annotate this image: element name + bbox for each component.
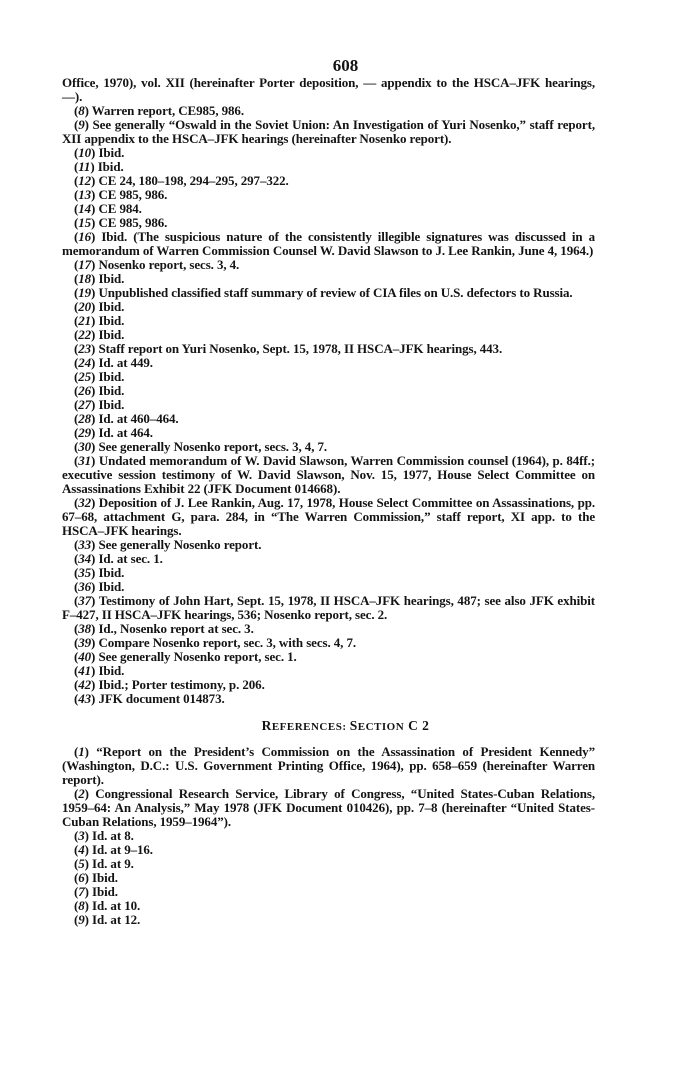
paren: (	[74, 537, 79, 552]
footnote	[62, 328, 595, 342]
page-number: 608	[332, 56, 359, 75]
paren: )	[84, 786, 96, 801]
footnote-number: 41	[78, 663, 92, 678]
footnote	[62, 678, 595, 692]
paren: )	[91, 369, 99, 384]
footnote-text: Warren report, CE985, 986.	[91, 103, 244, 118]
paren: (	[74, 912, 79, 927]
paren: )	[91, 355, 99, 370]
footnote-number: 35	[78, 565, 92, 580]
footnote-number: 36	[78, 579, 92, 594]
paren: (	[74, 828, 79, 843]
footnote	[62, 496, 595, 538]
footnote	[62, 160, 595, 174]
paren: (	[74, 341, 79, 356]
note-continuation: Office, 1970), vol. XII (hereinafter Porter deposition, — appendix to the HSCA–JFK hearings, —).	[62, 75, 595, 104]
footnote	[62, 745, 595, 787]
paren: )	[84, 103, 92, 118]
footnote	[62, 692, 595, 706]
footnote-number: 20	[78, 299, 92, 314]
footnote-number: 4	[78, 842, 85, 857]
paren: (	[74, 383, 79, 398]
footnote	[62, 664, 595, 678]
footnote-text: JFK document 014873.	[98, 691, 225, 706]
paren: (	[74, 285, 79, 300]
footnote-number: 8	[78, 898, 85, 913]
footnote-text: Undated memorandum of W. David Slawson, Warren Commission counsel (1964), p. 84ff.; executive session testimony of W. David Slawson, Nov. 15, 1977, House Select Committee on Assassinations Exhibit 22 (JFK Document 014668).	[62, 453, 595, 496]
footnote	[62, 272, 595, 286]
paren: )	[91, 173, 99, 188]
footnote	[62, 384, 595, 398]
paren: )	[91, 663, 99, 678]
footnote-number: 43	[78, 691, 92, 706]
paren: )	[91, 327, 99, 342]
footnote	[62, 230, 595, 258]
paren: (	[74, 870, 79, 885]
footnote	[62, 552, 595, 566]
paren: (	[74, 663, 79, 678]
footnote-text: Staff report on Yuri Nosenko, Sept. 15, 1978, II HSCA–JFK hearings, 443.	[98, 341, 503, 356]
paren: (	[74, 355, 79, 370]
footnote	[62, 314, 595, 328]
paren: (	[74, 411, 79, 426]
paren: )	[91, 145, 99, 160]
footnote-text: Ibid. (The suspicious nature of the consistently illegible signatures was discussed in a memorandum of Warren Commission Counsel W. David Slawson to J. Lee Rankin, June 4, 1964.)	[62, 229, 595, 258]
paren: (	[74, 229, 79, 244]
paren: )	[91, 187, 99, 202]
footnote-text: See generally Nosenko report.	[98, 537, 262, 552]
paren: )	[84, 828, 93, 843]
footnote-number: 27	[78, 397, 92, 412]
paren: (	[74, 397, 79, 412]
paren: )	[91, 677, 99, 692]
footnote-text: Deposition of J. Lee Rankin, Aug. 17, 1978, House Select Committee on Assassinations, pp. 67–68, attachment G, para. 284, in “The Warren Commission,” staff report, XI app. to the HSCA–JFK hearings.	[62, 495, 595, 538]
footnote	[62, 300, 595, 314]
footnote-number: 1	[78, 744, 85, 759]
paren: )	[84, 912, 93, 927]
footnote-text: See generally Nosenko report, sec. 1.	[98, 649, 297, 664]
footnote	[62, 426, 595, 440]
footnote-number: 25	[78, 369, 92, 384]
footnote-text: See generally Nosenko report, secs. 3, 4, 7.	[98, 439, 328, 454]
footnote-text: Ibid.	[98, 145, 125, 160]
footnote	[62, 829, 595, 843]
paren: )	[84, 842, 93, 857]
paren: (	[74, 117, 79, 132]
footnote-text: Id. at 12.	[92, 912, 141, 927]
footnote-number: 22	[78, 327, 92, 342]
footnote	[62, 566, 595, 580]
footnote-text: Ibid.	[97, 159, 124, 174]
footnote	[62, 622, 595, 636]
footnote	[62, 356, 595, 370]
footnote-text: Testimony of John Hart, Sept. 15, 1978, II HSCA–JFK hearings, 487; see also JFK exhibit F–427, II HSCA–JFK hearings, 536; Nosenko report, sec. 2.	[62, 593, 595, 622]
paren: (	[74, 856, 79, 871]
paren: )	[91, 593, 99, 608]
paren: )	[91, 411, 99, 426]
paren: )	[91, 537, 99, 552]
footnote	[62, 580, 595, 594]
footnote-number: 8	[78, 103, 85, 118]
footnote	[62, 370, 595, 384]
paren: (	[74, 271, 79, 286]
footnote-number: 28	[78, 411, 92, 426]
paren: )	[91, 299, 99, 314]
footnote-number: 19	[78, 285, 92, 300]
footnote-number: 13	[78, 187, 92, 202]
footnote-number: 5	[78, 856, 85, 871]
paren: (	[74, 439, 79, 454]
footnote-text: Ibid.	[92, 884, 118, 899]
footnote-number: 7	[78, 884, 85, 899]
footnote	[62, 398, 595, 412]
footnote-text: CE 24, 180–198, 294–295, 297–322.	[98, 173, 289, 188]
footnote-text: Id. at 464.	[98, 425, 153, 440]
paren: (	[74, 635, 79, 650]
paren: )	[91, 453, 99, 468]
footnote-text: Id. at sec. 1.	[98, 551, 163, 566]
paren: )	[91, 425, 99, 440]
paren: )	[91, 201, 99, 216]
footnote	[62, 174, 595, 188]
footnote-text: Ibid.; Porter testimony, p. 206.	[98, 677, 265, 692]
paren: (	[74, 187, 79, 202]
heading-word-references: EFERENCES	[271, 721, 343, 733]
footnote-text: Compare Nosenko report, sec. 3, with secs. 4, 7.	[98, 635, 357, 650]
section-heading	[0, 718, 691, 735]
notes-section-a	[62, 76, 595, 706]
footnote	[62, 118, 595, 146]
footnote-number: 33	[78, 537, 92, 552]
footnote-text: Id. at 449.	[98, 355, 153, 370]
footnote-number: 16	[78, 229, 92, 244]
paren: (	[74, 173, 79, 188]
paren: (	[74, 621, 79, 636]
footnote-text: Ibid.	[98, 565, 125, 580]
footnote-text: Ibid.	[98, 579, 125, 594]
paren: )	[91, 579, 99, 594]
paren: )	[91, 229, 102, 244]
footnote	[62, 342, 595, 356]
paren: (	[74, 898, 79, 913]
paren: )	[90, 159, 98, 174]
heading-word-section: ECTION	[357, 721, 405, 733]
footnote-text: Ibid.	[98, 397, 125, 412]
footnote-text: Ibid.	[98, 299, 125, 314]
paren: (	[74, 677, 79, 692]
paren: )	[91, 313, 99, 328]
paren: )	[91, 285, 99, 300]
footnote-number: 42	[78, 677, 92, 692]
footnote-number: 26	[78, 383, 92, 398]
paren: (	[74, 327, 79, 342]
paren: )	[91, 691, 99, 706]
footnote-number: 29	[78, 425, 92, 440]
footnote-number: 38	[78, 621, 92, 636]
footnote-text: Id. at 9.	[92, 856, 134, 871]
paren: (	[74, 786, 79, 801]
footnote-text: CE 984.	[98, 201, 142, 216]
footnote	[62, 202, 595, 216]
footnote	[62, 636, 595, 650]
footnote-text: Unpublished classified staff summary of review of CIA files on U.S. defectors to Russia.	[98, 285, 573, 300]
footnote-number: 23	[78, 341, 92, 356]
footnote-number: 32	[78, 495, 92, 510]
footnote	[62, 857, 595, 871]
paren: )	[91, 621, 99, 636]
footnote-text: Id. at 8.	[92, 828, 134, 843]
footnote-text: Ibid.	[92, 870, 118, 885]
footnote-number: 37	[78, 593, 92, 608]
paren: )	[84, 870, 93, 885]
paren: )	[91, 635, 99, 650]
paren: (	[74, 649, 79, 664]
paren: )	[91, 649, 99, 664]
footnote	[62, 216, 595, 230]
paren: )	[91, 257, 99, 272]
footnote-number: 17	[78, 257, 92, 272]
footnote-text: Ibid.	[98, 271, 125, 286]
footnote-text: Id. at 9–16.	[92, 842, 153, 857]
paren: (	[74, 565, 79, 580]
paren: (	[74, 159, 79, 174]
footnote-number: 21	[78, 313, 92, 328]
paren: )	[91, 565, 99, 580]
notes-section-b	[62, 745, 595, 927]
paren: )	[91, 439, 99, 454]
footnote	[62, 412, 595, 426]
footnote	[62, 440, 595, 454]
footnote	[62, 871, 595, 885]
paren: (	[74, 215, 79, 230]
footnote-number: 30	[78, 439, 92, 454]
footnote-number: 9	[78, 117, 85, 132]
paren: (	[74, 842, 79, 857]
footnote-number: 39	[78, 635, 92, 650]
footnote-text: “Report on the President’s Commission on the Assassination of President Kennedy” (Washington, D.C.: U.S. Government Printing Office, 1964), pp. 658–659 (hereinafter Warren report).	[62, 744, 595, 787]
footnote	[62, 188, 595, 202]
paren: (	[74, 369, 79, 384]
footnote	[62, 885, 595, 899]
footnote	[62, 454, 595, 496]
heading-initial-s: S	[349, 718, 358, 733]
footnote-number: 3	[78, 828, 85, 843]
footnote	[62, 286, 595, 300]
paren: (	[74, 495, 79, 510]
footnote-text: Ibid.	[98, 383, 125, 398]
footnote	[62, 913, 595, 927]
footnote-number: 11	[78, 159, 91, 174]
footnote-text: See generally “Oswald in the Soviet Union: An Investigation of Yuri Nosenko,” staff report, XII appendix to the HSCA–JFK hearings (hereinafter Nosenko report).	[62, 117, 595, 146]
paren: )	[84, 744, 97, 759]
paren: (	[74, 691, 79, 706]
paren: )	[84, 898, 93, 913]
paren: (	[74, 103, 79, 118]
paren: (	[74, 257, 79, 272]
paren: (	[74, 551, 79, 566]
footnote-text: Congressional Research Service, Library of Congress, “United States-Cuban Relations, 1959–64: An Analysis,” May 1978 (JFK Document 010426), pp. 7–8 (hereinafter “United States-Cuban Relations, 1959–1964”).	[62, 786, 595, 829]
footnote	[62, 146, 595, 160]
footnote-number: 2	[78, 786, 85, 801]
footnote-text: CE 985, 986.	[98, 215, 168, 230]
footnote-number: 14	[78, 201, 92, 216]
footnote	[62, 650, 595, 664]
footnote-number: 10	[78, 145, 92, 160]
footnote-number: 6	[78, 870, 85, 885]
footnote-number: 18	[78, 271, 92, 286]
footnote	[62, 594, 595, 622]
footnote-number: 9	[78, 912, 85, 927]
footnote-number: 40	[78, 649, 92, 664]
paren: (	[74, 313, 79, 328]
footnote	[62, 538, 595, 552]
paren: )	[84, 856, 93, 871]
paren: )	[91, 495, 99, 510]
footnote-text: Id. at 460–464.	[98, 411, 179, 426]
footnote-text: Id. at 10.	[92, 898, 141, 913]
paren: (	[74, 453, 79, 468]
paren: (	[74, 425, 79, 440]
footnote	[62, 843, 595, 857]
paren: )	[84, 117, 93, 132]
paren: )	[91, 215, 99, 230]
footnote-text: Id., Nosenko report at sec. 3.	[98, 621, 254, 636]
footnote-number: 24	[78, 355, 92, 370]
footnote-text: Nosenko report, secs. 3, 4.	[98, 257, 240, 272]
heading-section-number: C 2	[404, 718, 430, 733]
paren: (	[74, 884, 79, 899]
footnote	[62, 258, 595, 272]
heading-initial-r: R	[261, 718, 272, 733]
footnote-number: 31	[78, 453, 92, 468]
paren: (	[74, 593, 79, 608]
footnote-number: 15	[78, 215, 92, 230]
paren: (	[74, 299, 79, 314]
paren: (	[74, 744, 79, 759]
paren: )	[91, 551, 99, 566]
paren: )	[91, 271, 99, 286]
footnote-number: 12	[78, 173, 92, 188]
paren: )	[91, 397, 99, 412]
footnote-text: CE 985, 986.	[98, 187, 168, 202]
footnote	[62, 104, 595, 118]
footnote-number: 34	[78, 551, 92, 566]
paren: )	[91, 383, 99, 398]
footnote-text: Ibid.	[98, 663, 125, 678]
paren: (	[74, 145, 79, 160]
heading-colon: :	[342, 721, 350, 733]
paren: )	[84, 884, 93, 899]
footnote	[62, 787, 595, 829]
footnote-text: Ibid.	[98, 327, 125, 342]
paren: (	[74, 201, 79, 216]
paren: (	[74, 579, 79, 594]
footnote	[62, 899, 595, 913]
paren: )	[91, 341, 99, 356]
footnote-text: Ibid.	[98, 313, 125, 328]
footnote-text: Ibid.	[98, 369, 125, 384]
